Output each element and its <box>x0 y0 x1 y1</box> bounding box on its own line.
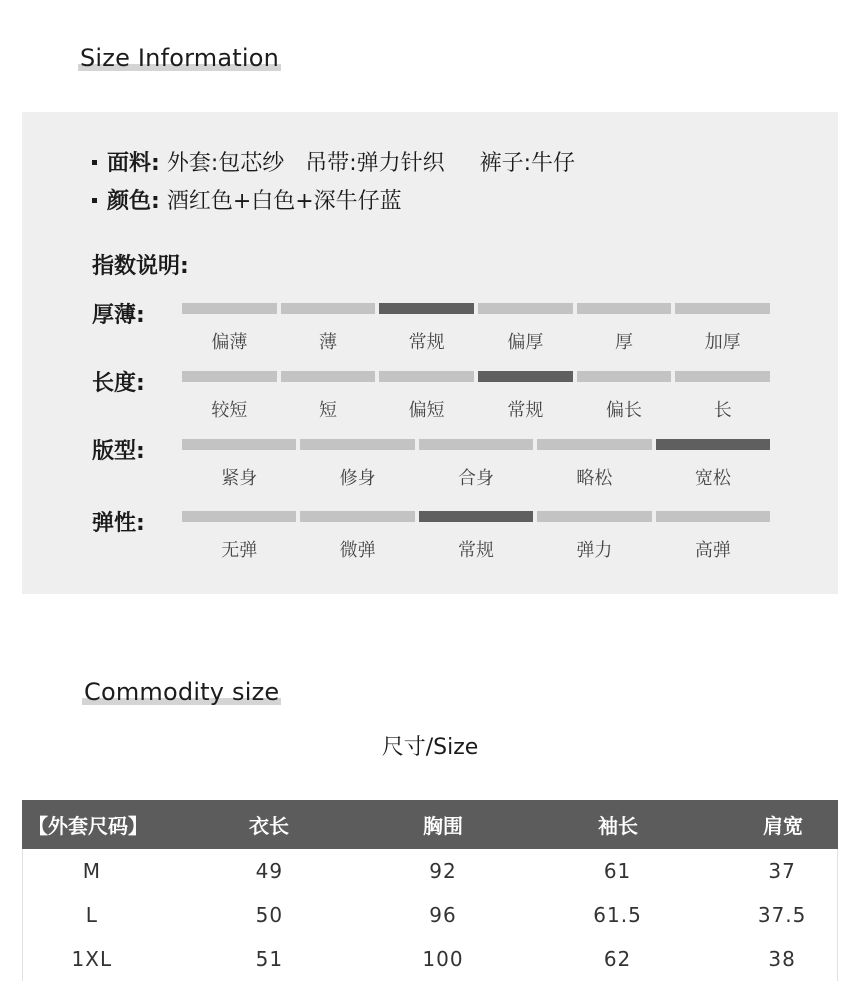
index-scale <box>182 371 770 422</box>
table-cell: 62 <box>603 947 632 971</box>
table-cell: 37 <box>768 859 796 883</box>
table-cell: M <box>82 859 101 883</box>
index-bar <box>182 439 296 450</box>
index-bar <box>419 439 533 450</box>
table-header-row <box>22 800 838 849</box>
bullet-icon <box>92 198 97 203</box>
size-information-title-text: Size Information <box>80 44 280 72</box>
index-option-label: 较短 <box>211 400 248 421</box>
index-label: 厚薄: <box>92 303 145 328</box>
table-cell: 92 <box>429 859 457 883</box>
index-label: 版型: <box>92 439 145 464</box>
index-bar <box>577 303 672 314</box>
index-segment <box>379 303 474 354</box>
index-option-label: 常规 <box>408 332 445 353</box>
index-segment <box>577 371 672 422</box>
index-bar <box>300 439 414 450</box>
index-bar <box>281 303 376 314</box>
index-bar <box>182 303 277 314</box>
index-bar-selected <box>379 303 474 314</box>
fabric-value: 外套:包芯纱 吊带:弹力针织 裤子:牛仔 <box>166 151 575 176</box>
index-option-label: 加厚 <box>704 332 741 353</box>
bullet-icon <box>92 160 97 165</box>
index-segment <box>182 371 277 422</box>
index-bar <box>478 303 573 314</box>
index-bar <box>675 303 770 314</box>
index-option-label: 弹力 <box>576 540 613 561</box>
index-option-label: 高弹 <box>694 540 731 561</box>
index-segment <box>300 511 414 562</box>
index-scale <box>182 439 770 490</box>
index-segment <box>656 439 770 490</box>
index-option-label: 修身 <box>339 468 376 489</box>
table-row <box>22 849 838 893</box>
index-option-label: 合身 <box>458 468 495 489</box>
index-bar <box>537 511 651 522</box>
commodity-size-title <box>84 678 279 706</box>
table-header-cell: 袖长 <box>598 814 638 838</box>
index-segment <box>281 371 376 422</box>
table-header-cell: 肩宽 <box>763 814 803 838</box>
index-segment <box>419 439 533 490</box>
index-segment <box>537 439 651 490</box>
size-caption: 尺寸/Size <box>381 735 479 760</box>
index-label: 长度: <box>92 371 145 396</box>
index-segment <box>478 303 573 354</box>
index-bar-selected <box>478 371 573 382</box>
index-segment <box>537 511 651 562</box>
index-scale <box>182 511 770 562</box>
index-scale <box>182 303 770 354</box>
table-header-cell: 【外套尺码】 <box>28 814 148 838</box>
index-segment <box>577 303 672 354</box>
table-cell: 61.5 <box>593 903 642 927</box>
index-option-label: 偏薄 <box>211 332 248 353</box>
index-bar <box>537 439 651 450</box>
index-option-label: 常规 <box>458 540 495 561</box>
table-row <box>22 893 838 937</box>
table-cell: 1XL <box>71 947 113 971</box>
commodity-size-title-text: Commodity size <box>84 678 280 706</box>
index-bar <box>656 511 770 522</box>
index-bar <box>182 511 296 522</box>
index-description-title: 指数说明: <box>92 254 189 279</box>
index-option-label: 偏短 <box>408 400 445 421</box>
index-segment <box>379 371 474 422</box>
index-segment <box>182 439 296 490</box>
index-segment <box>281 303 376 354</box>
index-segment <box>675 371 770 422</box>
table-cell: 50 <box>255 903 284 927</box>
index-segment <box>419 511 533 562</box>
index-segment <box>300 439 414 490</box>
index-option-label: 宽松 <box>694 468 731 489</box>
fabric-spec-line <box>92 146 575 177</box>
table-row <box>22 937 838 981</box>
index-option-label: 微弹 <box>339 540 376 561</box>
size-table <box>22 800 838 981</box>
material-index-panel <box>22 112 838 594</box>
index-option-label: 偏长 <box>606 400 643 421</box>
table-cell: 37.5 <box>757 903 807 927</box>
table-cell: 100 <box>422 947 464 971</box>
color-value: 酒红色+白色+深牛仔蓝 <box>166 189 402 214</box>
index-segment <box>182 303 277 354</box>
index-label: 弹性: <box>92 511 145 536</box>
size-information-title <box>80 44 279 72</box>
table-cell: L <box>85 903 98 927</box>
index-segment <box>656 511 770 562</box>
index-segment <box>478 371 573 422</box>
index-option-label: 偏厚 <box>507 332 544 353</box>
index-bar <box>281 371 376 382</box>
index-bar <box>182 371 277 382</box>
table-header-cell: 衣长 <box>249 814 289 838</box>
table-cell: 96 <box>429 903 457 927</box>
index-option-label: 无弹 <box>221 540 258 561</box>
table-cell: 49 <box>255 859 284 883</box>
index-option-label: 薄 <box>319 332 337 353</box>
color-key: 颜色: <box>107 189 160 214</box>
index-option-label: 紧身 <box>221 468 258 489</box>
index-option-label: 略松 <box>576 468 613 489</box>
fabric-key: 面料: <box>107 151 160 176</box>
index-option-label: 长 <box>713 400 732 421</box>
index-segment <box>675 303 770 354</box>
index-segment <box>182 511 296 562</box>
index-bar-selected <box>419 511 533 522</box>
index-option-label: 常规 <box>507 400 544 421</box>
table-cell: 61 <box>603 859 632 883</box>
index-bar <box>577 371 672 382</box>
table-cell: 51 <box>255 947 284 971</box>
index-bar <box>300 511 414 522</box>
index-bar <box>379 371 474 382</box>
index-bar <box>675 371 770 382</box>
color-spec-line <box>92 184 402 215</box>
table-cell: 38 <box>768 947 796 971</box>
index-option-label: 厚 <box>615 332 634 353</box>
index-option-label: 短 <box>319 400 337 421</box>
table-header-cell: 胸围 <box>423 814 463 838</box>
index-bar-selected <box>656 439 770 450</box>
